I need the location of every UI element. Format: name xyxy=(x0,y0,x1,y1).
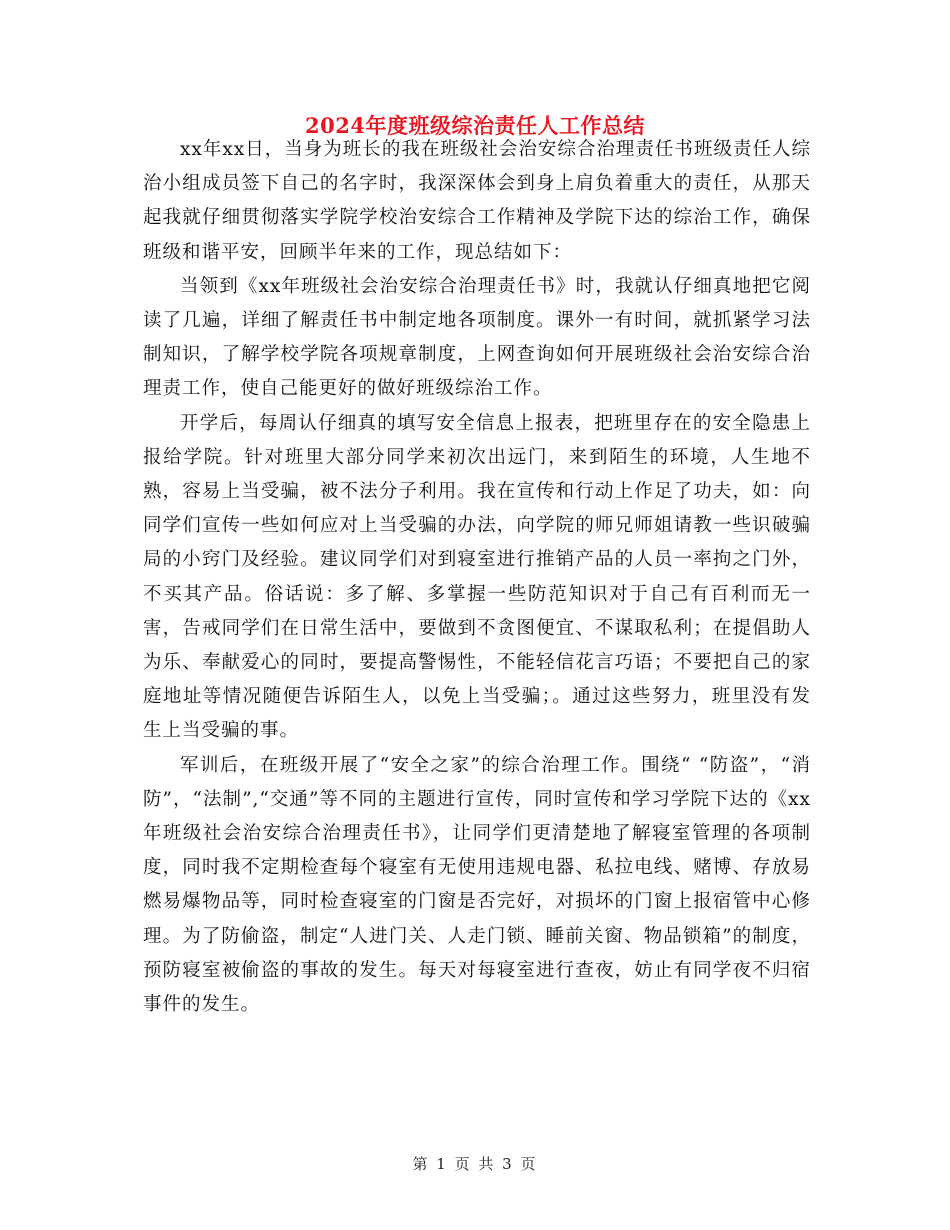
paragraph-responsibility-book: 当领到《xx年班级社会治安综合治理责任书》时，我就认仔细真地把它阅读了几遍，详细了解责任书中制定地各项制度。课外一有时间，就抓紧学习法制知识，了解学校学院各项规章制度，上网查询如何开展班级社会治安综合治理责工作，使自己能更好的做好班级综治工作。 xyxy=(143,275,811,400)
document-body xyxy=(143,133,811,1022)
paragraph-safe-home: 军训后，在班级开展了“安全之家”的综合治理工作。围绕“ “防盗”，“消防”，“法制”,“交通”等不同的主题进行宣传，同时宣传和学习学院下达的《xx年班级社会治安综合治理责任书》，让同学们更清楚地了解寝室管理的各项制度，同时我不定期检查每个寝室有无使用违规电器、私拉电线、赌博、存放易燃易爆物品等，同时检查寝室的门窗是否完好，对损坏的门窗上报宿管中心修理。为了防偷盗，制定“人进门关、人走门锁、睡前关窗、物品锁箱”的制度，预防寝室被偷盗的事故的发生。每天对每寝室进行查夜，妨止有同学夜不归宿事件的发生。 xyxy=(143,754,811,1016)
paragraph-intro: xx年xx日，当身为班长的我在班级社会治安综合治理责任书班级责任人综治小组成员签下自己的名字时，我深深体会到身上肩负着重大的责任，从那天起我就仔细贯彻落实学院学校治安综合工作精神及学院下达的综治工作，确保班级和谐平安，回顾半年来的工作，现总结如下： xyxy=(143,139,811,263)
document-title: 2024年度班级综治责任人工作总结 xyxy=(305,113,645,138)
paragraph-safety-report: 开学后，每周认仔细真的填写安全信息上报表，把班里存在的安全隐患上报给学院。针对班里大部分同学来初次出远门，来到陌生的环境，人生地不熟，容易上当受骗，被不法分子利用。我在宣传和行动上作足了功夫，如：向同学们宣传一些如何应对上当受骗的办法，向学院的师兄师姐请教一些识破骗局的小窍门及经验。建议同学们对到寝室进行推销产品的人员一率拘之门外，不买其产品。俗话说：多了解、多掌握一些防范知识对于自己有百利而无一害，告戒同学们在日常生活中，要做到不贪图便宜、不谋取私利；在提倡助人为乐、奉献爱心的同时，要提高警惕性，不能轻信花言巧语；不要把自己的家庭地址等情况随便告诉陌生人，以免上当受骗；。通过这些努力，班里没有发生上当受骗的事。 xyxy=(143,412,811,742)
page-footer: 第 1 页 共 3 页 xyxy=(412,1155,538,1173)
